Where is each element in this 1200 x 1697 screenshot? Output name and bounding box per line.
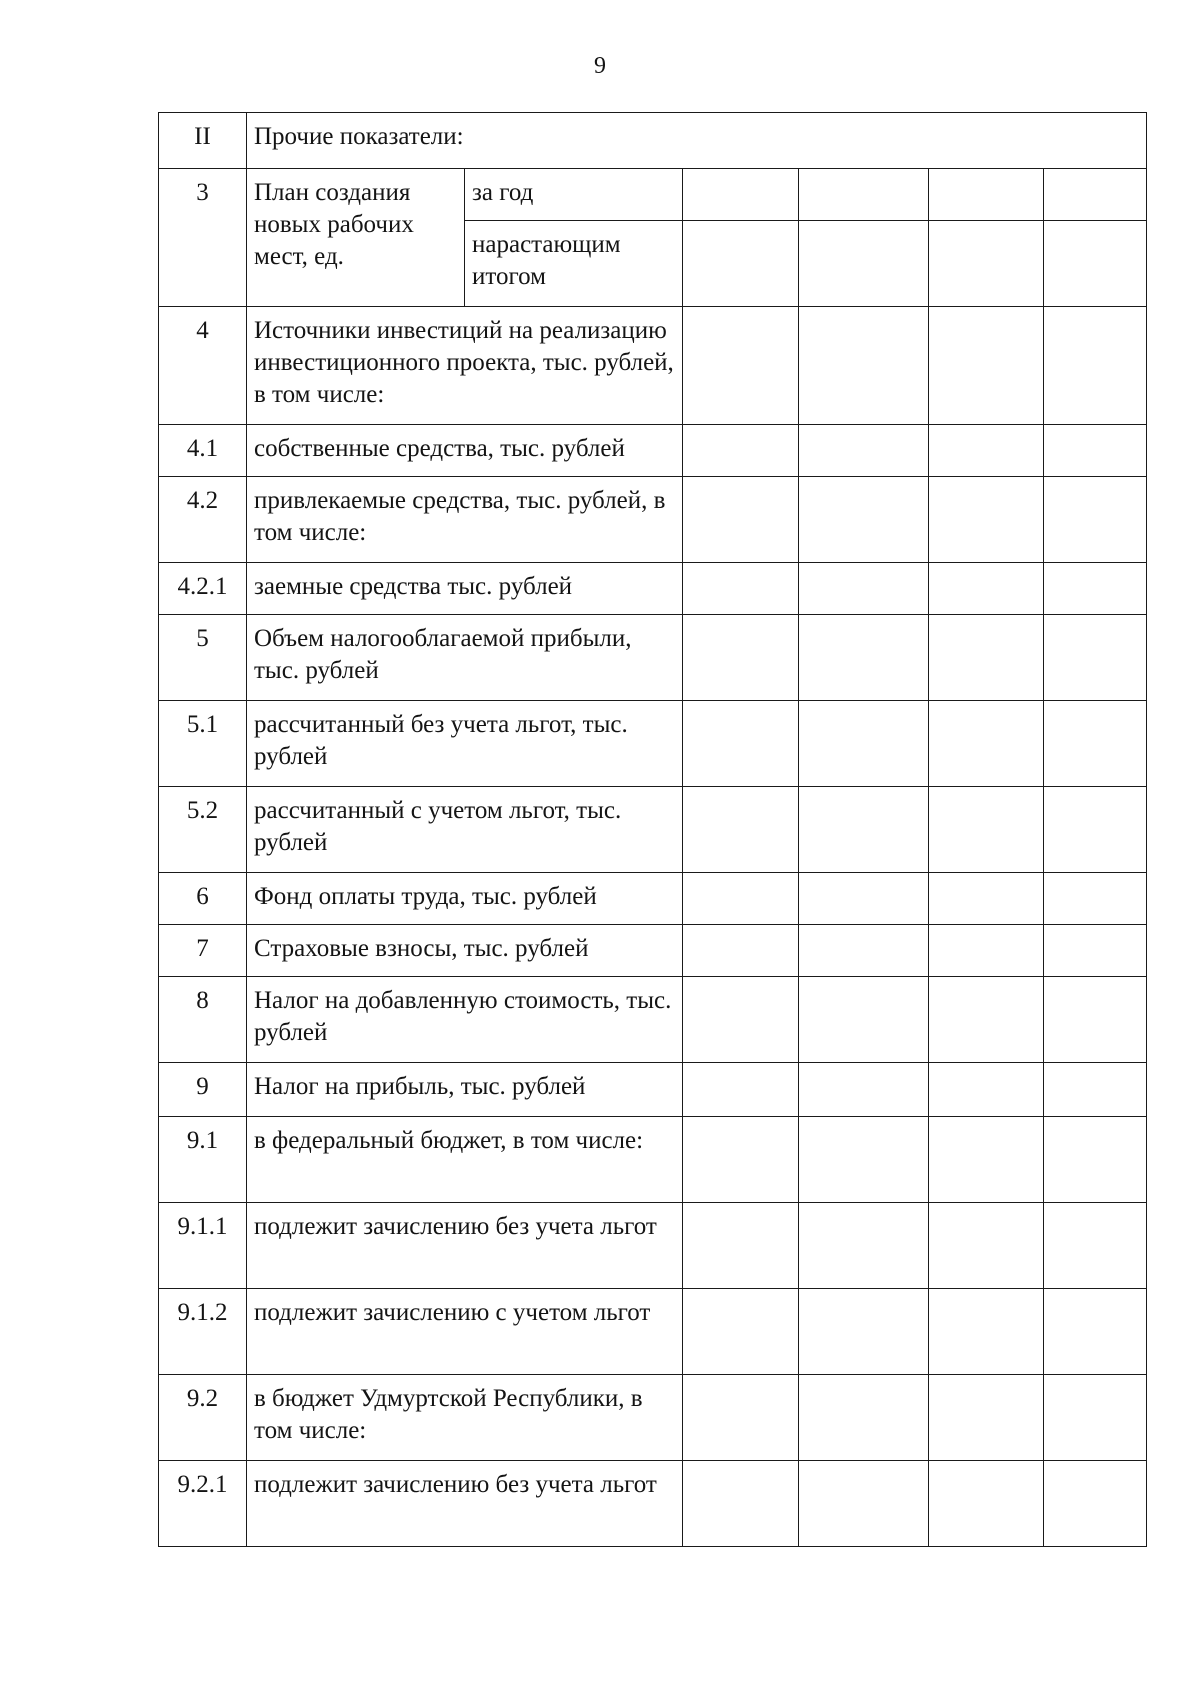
value-cell[interactable] (929, 563, 1044, 615)
value-cell[interactable] (683, 977, 799, 1063)
value-cell[interactable] (929, 307, 1044, 425)
value-cell[interactable] (1044, 1289, 1147, 1375)
value-cell[interactable] (1044, 221, 1147, 307)
value-cell[interactable] (1044, 977, 1147, 1063)
indicators-table (158, 112, 1147, 1547)
value-cell[interactable] (929, 925, 1044, 977)
value-cell[interactable] (1044, 1063, 1147, 1117)
value-cell[interactable] (929, 615, 1044, 701)
row-label: Налог на добавленную стоимость, тыс. рублей (247, 977, 683, 1063)
value-cell[interactable] (799, 787, 929, 873)
row-label: заемные средства тыс. рублей (247, 563, 683, 615)
row-label: Налог на прибыль, тыс. рублей (247, 1063, 683, 1117)
value-cell[interactable] (929, 787, 1044, 873)
row-number: 6 (159, 873, 247, 925)
table-row (159, 977, 1147, 1063)
value-cell[interactable] (929, 425, 1044, 477)
value-cell[interactable] (683, 701, 799, 787)
value-cell[interactable] (1044, 1203, 1147, 1289)
value-cell[interactable] (1044, 425, 1147, 477)
value-cell[interactable] (1044, 787, 1147, 873)
value-cell[interactable] (799, 925, 929, 977)
value-cell[interactable] (1044, 701, 1147, 787)
row-sublabel: нарастающим итогом (465, 221, 683, 307)
value-cell[interactable] (799, 701, 929, 787)
value-cell[interactable] (683, 925, 799, 977)
value-cell[interactable] (799, 1063, 929, 1117)
value-cell[interactable] (1044, 563, 1147, 615)
value-cell[interactable] (683, 615, 799, 701)
row-number: 9.1.1 (159, 1203, 247, 1289)
table-row (159, 1063, 1147, 1117)
value-cell[interactable] (683, 1375, 799, 1461)
value-cell[interactable] (1044, 307, 1147, 425)
value-cell[interactable] (683, 425, 799, 477)
table-row (159, 925, 1147, 977)
value-cell[interactable] (1044, 873, 1147, 925)
value-cell[interactable] (799, 563, 929, 615)
table-row (159, 1117, 1147, 1203)
value-cell[interactable] (929, 1117, 1044, 1203)
table-body (159, 113, 1147, 1547)
row-number: 5 (159, 615, 247, 701)
row-number: 4.2 (159, 477, 247, 563)
value-cell[interactable] (929, 1375, 1044, 1461)
table-row (159, 307, 1147, 425)
section-header-row (159, 113, 1147, 169)
row-number: 3 (159, 169, 247, 307)
table-row (159, 787, 1147, 873)
table-row (159, 169, 1147, 221)
row-number: 9.1 (159, 1117, 247, 1203)
row-label: Объем налогооблагаемой прибыли, тыс. рублей (247, 615, 683, 701)
value-cell[interactable] (1044, 615, 1147, 701)
value-cell[interactable] (799, 873, 929, 925)
value-cell[interactable] (799, 1117, 929, 1203)
value-cell[interactable] (929, 221, 1044, 307)
value-cell[interactable] (1044, 1461, 1147, 1547)
value-cell[interactable] (929, 701, 1044, 787)
value-cell[interactable] (1044, 925, 1147, 977)
row-number: 5.2 (159, 787, 247, 873)
row-label: подлежит зачислению с учетом льгот (247, 1289, 683, 1375)
row-label: собственные средства, тыс. рублей (247, 425, 683, 477)
row-number: 9.2 (159, 1375, 247, 1461)
row-label: Источники инвестиций на реализацию инвестиционного проекта, тыс. рублей, в том числе: (247, 307, 683, 425)
row-label: в федеральный бюджет, в том числе: (247, 1117, 683, 1203)
value-cell[interactable] (799, 1461, 929, 1547)
value-cell[interactable] (929, 977, 1044, 1063)
row-label: Страховые взносы, тыс. рублей (247, 925, 683, 977)
row-label: Фонд оплаты труда, тыс. рублей (247, 873, 683, 925)
value-cell[interactable] (799, 169, 929, 221)
value-cell[interactable] (683, 477, 799, 563)
table-row (159, 701, 1147, 787)
value-cell[interactable] (683, 221, 799, 307)
table-row (159, 1461, 1147, 1547)
row-label: рассчитанный с учетом льгот, тыс. рублей (247, 787, 683, 873)
value-cell[interactable] (683, 1063, 799, 1117)
value-cell[interactable] (683, 787, 799, 873)
value-cell[interactable] (799, 1375, 929, 1461)
value-cell[interactable] (1044, 169, 1147, 221)
value-cell[interactable] (683, 1117, 799, 1203)
value-cell[interactable] (683, 563, 799, 615)
value-cell[interactable] (799, 615, 929, 701)
row-number: 8 (159, 977, 247, 1063)
value-cell[interactable] (799, 477, 929, 563)
value-cell[interactable] (683, 307, 799, 425)
value-cell[interactable] (929, 477, 1044, 563)
value-cell[interactable] (683, 873, 799, 925)
page-number: 9 (594, 53, 606, 79)
table-row (159, 1203, 1147, 1289)
value-cell[interactable] (799, 425, 929, 477)
value-cell[interactable] (1044, 1375, 1147, 1461)
row-number: 7 (159, 925, 247, 977)
value-cell[interactable] (1044, 1117, 1147, 1203)
value-cell[interactable] (683, 1289, 799, 1375)
table-row (159, 1289, 1147, 1375)
row-number: 4.2.1 (159, 563, 247, 615)
table-row (159, 477, 1147, 563)
value-cell[interactable] (929, 169, 1044, 221)
value-cell[interactable] (799, 1289, 929, 1375)
table-row (159, 615, 1147, 701)
row-number: 4 (159, 307, 247, 425)
table-row (159, 563, 1147, 615)
value-cell[interactable] (799, 1203, 929, 1289)
section-title: Прочие показатели: (247, 113, 1147, 169)
row-label: в бюджет Удмуртской Республики, в том числе: (247, 1375, 683, 1461)
table-row (159, 425, 1147, 477)
value-cell[interactable] (929, 1289, 1044, 1375)
value-cell[interactable] (929, 1063, 1044, 1117)
row-label: План создания новых рабочих мест, ед. (247, 169, 465, 307)
value-cell[interactable] (799, 221, 929, 307)
table-row (159, 873, 1147, 925)
row-label: привлекаемые средства, тыс. рублей, в том числе: (247, 477, 683, 563)
row-number: 5.1 (159, 701, 247, 787)
value-cell[interactable] (683, 1203, 799, 1289)
row-sublabel: за год (465, 169, 683, 221)
value-cell[interactable] (683, 1461, 799, 1547)
value-cell[interactable] (683, 169, 799, 221)
section-number: II (159, 113, 247, 169)
row-number: 9.1.2 (159, 1289, 247, 1375)
value-cell[interactable] (929, 873, 1044, 925)
row-label: подлежит зачислению без учета льгот (247, 1461, 683, 1547)
row-label: рассчитанный без учета льгот, тыс. рублей (247, 701, 683, 787)
value-cell[interactable] (929, 1203, 1044, 1289)
value-cell[interactable] (929, 1461, 1044, 1547)
row-label: подлежит зачислению без учета льгот (247, 1203, 683, 1289)
value-cell[interactable] (1044, 477, 1147, 563)
row-number: 9.2.1 (159, 1461, 247, 1547)
row-number: 9 (159, 1063, 247, 1117)
table-row (159, 1375, 1147, 1461)
row-number: 4.1 (159, 425, 247, 477)
value-cell[interactable] (799, 977, 929, 1063)
value-cell[interactable] (799, 307, 929, 425)
